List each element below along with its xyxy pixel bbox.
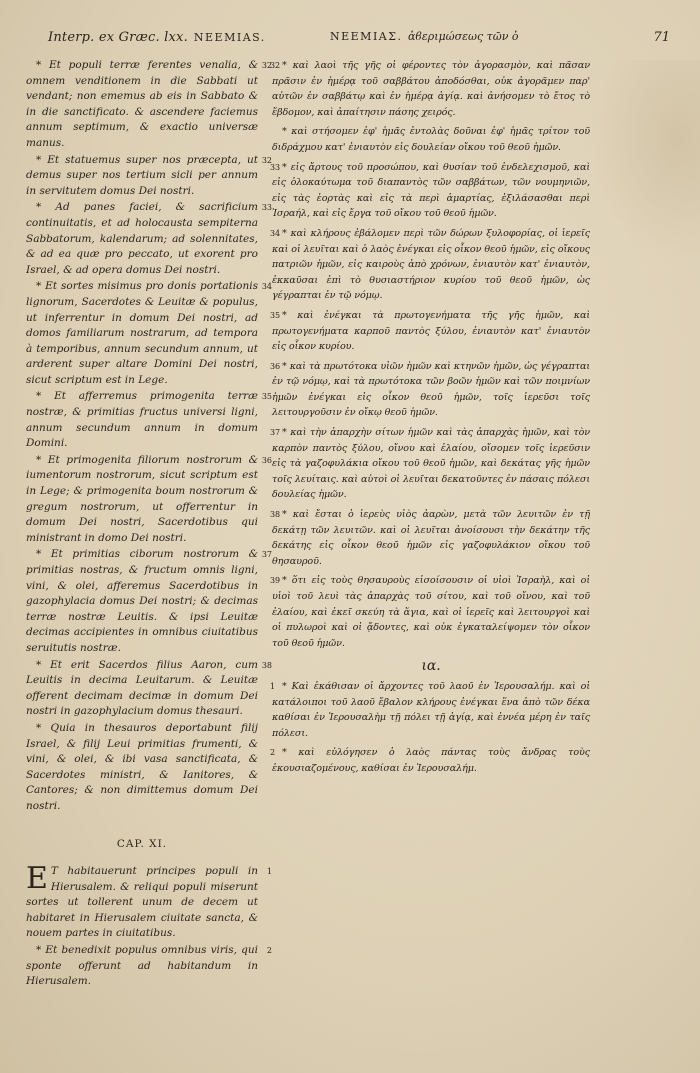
greek-verse-text: * καὶ στήσομεν ἐφ' ἡμᾶς ἐντολὰς δοῦναι ἐφ' ἡμᾶς τρίτον τοῦ διδράχμου κατ' ἐνιαυτὸν εἰς δουλείαν οἴκου τοῦ θεοῦ ἡμῶν. — [272, 126, 590, 153]
greek-verse — [272, 359, 590, 421]
greek-verse-number: 39 — [270, 576, 280, 586]
latin-column — [26, 58, 272, 991]
greek-verse-text: * καὶ τὰ πρωτότοκα υἱῶν ἡμῶν καὶ κτηνῶν ἡμῶν, ὡς γέγραπται ἐν τῷ νόμῳ, καὶ τὰ πρωτότοκα τῶν βοῶν ἡμῶν καὶ τῶν ποιμνίων ἡμῶν ἐνέγκαι εἰς οἶκον θεοῦ ἡμῶν, τοῖς ἱερεῦσι τοῖς λειτουργοῦσιν ἐν οἴκῳ θεοῦ ἡμῶν. — [272, 360, 590, 419]
header-left-running: NEEMIAS. — [193, 31, 266, 44]
running-header — [48, 30, 670, 52]
greek-verse-number: 2 — [270, 748, 275, 758]
latin-verse-number: 34 — [261, 282, 272, 292]
latin-verse-number: 32 — [261, 61, 272, 70]
greek-verse-text: * καὶ ἔσται ὁ ἱερεὺς υἱὸς ἀαρὼν, μετὰ τῶν λευιτῶν ἐν τῇ δεκάτῃ τῶν λευιτῶν. καὶ οἱ λευῖται ἀνοίσουσι τὴν δεκάτην τῆς δεκάτης εἰς οἶκον θεοῦ ἡμῶν εἰς γαζοφυλάκιον οἴκου τοῦ θησαυροῦ. — [272, 509, 590, 567]
latin-verse-number: 1 — [266, 867, 272, 877]
greek-verses — [272, 58, 590, 651]
latin-verse-number: 2 — [266, 946, 272, 956]
greek-verse-number: 34 — [270, 228, 280, 238]
greek-verse-text: * ὅτι εἰς τοὺς θησαυροὺς εἰσοίσουσιν οἱ υἱοὶ Ἰσραὴλ, καὶ οἱ υἱοὶ τοῦ λευὶ τὰς ἀπαρχὰς τοῦ σίτου, καὶ τοῦ οἴνου, καὶ τοῦ ἐλαίου, καὶ ἐκεῖ σκεύη τὰ ἅγια, καὶ οἱ ἱερεῖς καὶ λειτουργοὶ καὶ οἱ πυλωροὶ καὶ οἱ ᾄδοντες, καὶ οὐκ ἐγκαταλείψομεν τὸν οἶκον τοῦ θεοῦ ἡμῶν. — [272, 575, 590, 649]
greek-verse-text: * καὶ λαοὶ τῆς γῆς οἱ φέροντες τὸν ἀγορασμὸν, καὶ πᾶσαν πρᾶσιν ἐν ἡμέρᾳ τοῦ σαββάτου ἀποδόσθαι, οὐκ ἀγορᾶμεν παρ' αὐτῶν ἐν σαββάτῳ καὶ ἐν ἡμέρᾳ ἁγίᾳ. καὶ ἀνήσομεν τὸ ἔτος τὸ ἕβδομον, καὶ ἀπαίτησιν πάσης χειρός. — [272, 60, 590, 118]
latin-verse-number: 36 — [261, 455, 272, 465]
latin-verse — [26, 153, 272, 200]
latin-verse-number: 32 — [261, 155, 272, 165]
latin-verse-text: * Quia in thesauros deportabunt filij Israel, & filij Leui primitias frumenti, & vini, & olei, & ibi vasa sanctificata, & Sacerdotes ministri, & Ianitores, & Cantores; & non dimittemus domum Dei nostri. — [26, 721, 258, 812]
greek-verse-text: * εἰς ἄρτους τοῦ προσώπου, καὶ θυσίαν τοῦ ἐνδελεχισμοῦ, καὶ εἰς ὁλοκαύτωμα τοῦ διαπαντὸς τῶν σαββάτων, τῶν νουμηνιῶν, εἰς τὰς ἑορτὰς καὶ εἰς τὰ περὶ ἁμαρτίας, ἐξιλάσασθαι περὶ Ἰσραήλ, καὶ εἰς ἔργα τοῦ οἴκου τοῦ θεοῦ ἡμῶν. — [272, 161, 590, 220]
greek-verse-number: 33 — [270, 162, 280, 172]
latin-verse-text: * Ad panes faciei, & sacrificium continuitatis, et ad holocausta sempiterna Sabbatorum, kalendarum; ad solennitates, & ad ea quæ pro peccato, ut exorent pro Israel, & ad opera domus Dei nostri. — [26, 201, 258, 276]
greek-verse-number: 38 — [270, 510, 280, 520]
header-left — [48, 30, 266, 45]
header-left-title: Interp. ex Græc. lxx. — [48, 30, 188, 45]
latin-verse-text: T habitauerunt principes populi in Hierusalem. & reliqui populi miserunt sortes ut tollerent unum de decem ut habitaret in Hierusalem ciuitate sancta, & nouem partes in ciuitatibus. — [26, 865, 258, 940]
latin-ch11-verses — [26, 861, 272, 990]
greek-chapter-heading: ια. — [421, 658, 441, 675]
greek-verse — [272, 425, 590, 503]
header-right-running: ΝΕΕΜΙΑΣ. — [330, 30, 403, 43]
greek-column — [272, 58, 590, 781]
greek-verse — [272, 507, 590, 569]
greek-verse — [272, 573, 590, 651]
greek-verse — [272, 679, 590, 741]
greek-verse — [272, 124, 590, 155]
latin-verse — [26, 389, 272, 451]
latin-verse-text: * Et benedixit populus omnibus viris, qui sponte offerunt ad habitandum in Hierusalem. — [26, 944, 258, 988]
latin-verse-number: 35 — [261, 392, 272, 402]
greek-verse-text: * Καὶ ἐκάθισαν οἱ ἄρχοντες τοῦ λαοῦ ἐν Ἱερουσαλήμ. καὶ οἱ κατάλοιποι τοῦ λαοῦ ἔβαλον κλήρους ἐνέγκαι ἕνα ἀπὸ τῶν δέκα καθίσαι ἐν Ἱερουσαλὴμ τῇ πόλει τῇ ἁγίᾳ, καὶ ἐννέα μέρη ἐν ταῖς πόλεσι. — [272, 680, 590, 739]
greek-verse-number: 37 — [270, 428, 280, 438]
latin-verses — [26, 58, 272, 815]
latin-verse-text: * Et populi terræ ferentes venalia, & omnem venditionem in die Sabbati ut vendant; non ememus ab eis in Sabbato & in die sanctificato. & ascendere faciemus annum septimum, & exactio universæ manus. — [26, 59, 258, 149]
latin-verse — [26, 279, 272, 388]
latin-chapter-heading: CAP. XI. — [116, 837, 168, 850]
greek-verse-text: * καὶ κλήρους ἐβάλομεν περὶ τῶν δώρων ξυλοφορίας, οἱ ἱερεῖς καὶ οἱ λευῖται καὶ ὁ λαὸς ἐνέγκαι εἰς οἶκον θεοῦ ἡμῶν, εἰς οἴκους πατριῶν ἡμῶν, εἰς καιροὺς ἀπὸ χρόνων, ἐνιαυτὸν κατ' ἐνιαυτὸν, ἐκκαῦσαι ἐπὶ τὸ θυσιαστήριον κυρίου τοῦ θεοῦ ἡμῶν, ὡς γέγραπται ἐν τῷ νόμῳ. — [272, 227, 590, 302]
paper-stain — [590, 60, 700, 260]
greek-verse-text: * καὶ εὐλόγησεν ὁ λαὸς πάντας τοὺς ἄνδρας τοὺς ἑκουσιαζομένους, καθίσαι ἐν Ἱερουσαλήμ. — [272, 747, 590, 774]
greek-verse — [272, 226, 590, 304]
latin-verse-text: * Et primogenita filiorum nostrorum & iumentorum nostrorum, sicut scriptum est in Lege; & primogenita boum nostrorum & gregum nostrorum, ut offerrentur in domum Dei nostri, Sacerdotibus qui ministrant in domo Dei nostri. — [26, 453, 258, 544]
latin-verse-number: 38 — [261, 660, 272, 670]
latin-verse — [26, 58, 272, 152]
greek-verse-number: 32 — [270, 61, 280, 70]
latin-verse-number: 37 — [261, 550, 272, 560]
latin-verse — [26, 943, 272, 990]
latin-verse — [26, 453, 272, 547]
greek-verse — [272, 160, 590, 222]
latin-verse-text: * Et primitias ciborum nostrorum & primitias nostras, & fructum omnis ligni, vini, & olei, afferemus Sacerdotibus in gazophylacia domus Dei nostri; & decimas terræ nostræ Leuitis. & ipsi Leuitæ decimas accipientes in omnibus ciuitatibus seruitutis nostræ. — [26, 548, 258, 654]
latin-verse — [26, 547, 272, 656]
latin-verse — [26, 200, 272, 278]
latin-verse-text: * Et sortes misimus pro donis portationis lignorum, Sacerdotes & Leuitæ & populus, ut inferrentur in domum Dei nostri, ad domos familiarum nostrarum, ad tempora à temporibus, annum secundum annum, ut arderent super altare Domini Dei nostri, sicut scriptum est in Lege. — [26, 280, 258, 386]
latin-verse-text: * Et afferremus primogenita terræ nostræ, & primitias fructus universi ligni, annum secundum annum in domum Domini. — [26, 390, 258, 450]
greek-verse-text: * καὶ τὴν ἀπαρχὴν σίτων ἡμῶν καὶ τὰς ἀπαρχὰς ἡμῶν, καὶ τὸν καρπὸν παντὸς ξύλου, οἴνου καὶ ἐλαίου, οἴσομεν τοῖς ἱερεῦσιν εἰς τὰ γαζοφυλάκια οἴκου τοῦ θεοῦ ἡμῶν, καὶ δεκάτας γῆς ἡμῶν τοῖς λευίταις. καὶ αὐτοὶ οἱ λευῖται δεκατοῦντες ἐν πάσαις πόλεσι δουλείας ἡμῶν. — [272, 427, 590, 501]
greek-verse-text: * καὶ ἐνέγκαι τὰ πρωτογενήματα τῆς γῆς ἡμῶν, καὶ πρωτογενήματα καρποῦ παντὸς ξύλου, ἐνιαυτὸν κατ' ἐνιαυτὸν εἰς οἶκον κυρίου. — [272, 309, 590, 353]
greek-verse-number: 36 — [270, 361, 280, 371]
page-number: 71 — [653, 30, 670, 45]
greek-verse — [272, 745, 590, 776]
latin-verse — [26, 658, 272, 720]
header-catchword: ἁϐεριμώσεως τῶν ὁ — [408, 30, 519, 43]
latin-verse — [26, 721, 258, 815]
greek-verse-number: 1 — [270, 681, 275, 691]
greek-verse-number: 35 — [270, 310, 280, 320]
greek-verse — [272, 308, 590, 355]
latin-drop-cap: E — [26, 861, 48, 897]
latin-verse-text: * Et statuemus super nos præcepta, ut demus super nos tertium sicli per annum in servitutem domus Dei nostri. — [26, 153, 258, 197]
greek-ch11-verses — [272, 679, 590, 777]
latin-verse-number: 33 — [261, 203, 272, 213]
latin-verse-text: * Et erit Sacerdos filius Aaron, cum Leuitis in decima Leuitarum. & Leuitæ offerent decimam decimæ in domum Dei nostri in gazophylacium domus thesauri. — [26, 658, 258, 718]
latin-verse — [26, 861, 272, 942]
greek-verse — [272, 58, 590, 120]
